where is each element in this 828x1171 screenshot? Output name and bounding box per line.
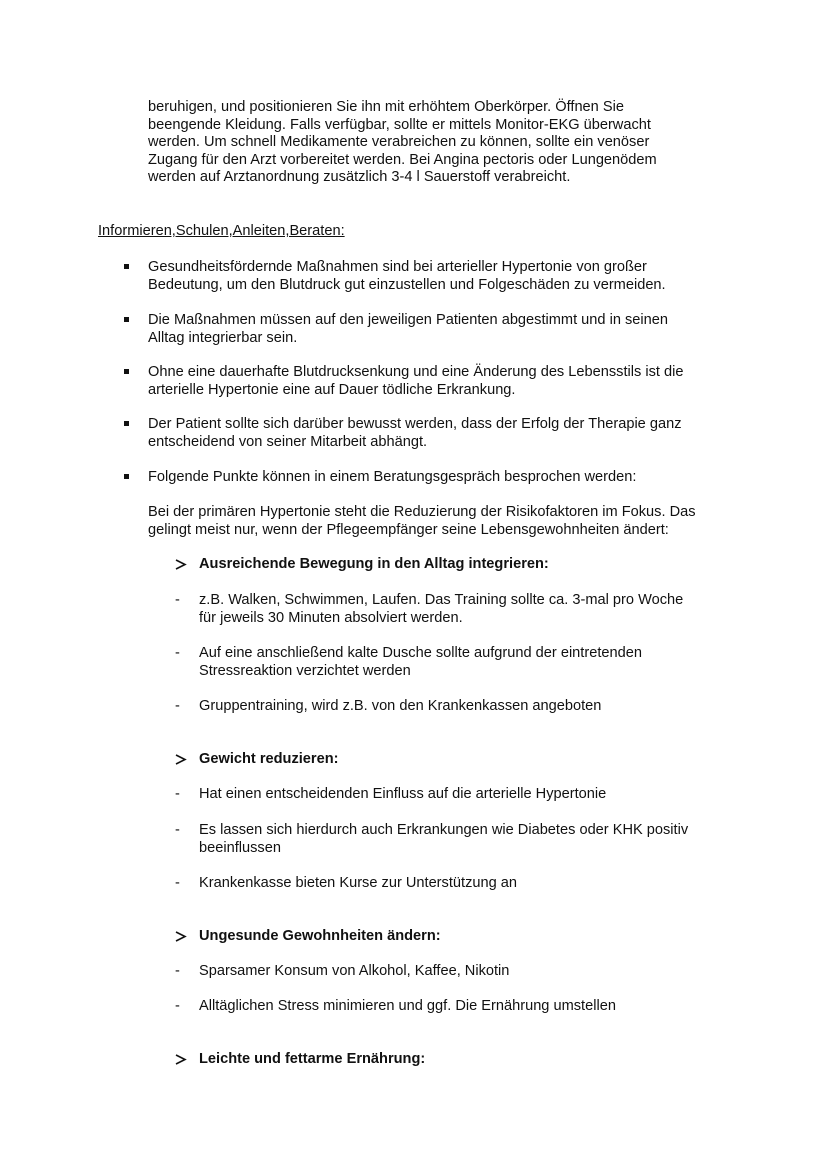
dash-item-text <box>199 998 739 1016</box>
intro-line: werden. Um schnell Medikamente verabreichen zu können, sollte ein venöser <box>148 134 650 150</box>
section-heading: Informieren,Schulen,Anleiten,Beraten: <box>98 223 345 239</box>
dash-bullet: - <box>175 592 180 608</box>
intro-paragraph <box>148 99 748 187</box>
dash-line: z.B. Walken, Schwimmen, Laufen. Das Training sollte ca. 3-mal pro Woche <box>199 592 684 608</box>
dash-bullet: - <box>175 822 180 838</box>
topic-title: Ausreichende Bewegung in den Alltag integrieren: <box>199 556 549 572</box>
dash-line: Auf eine anschließend kalte Dusche sollte aufgrund der eintretenden <box>199 645 642 661</box>
dash-line: beeinflussen <box>199 839 281 856</box>
dash-item-text <box>199 875 739 893</box>
bullet-text <box>148 312 728 347</box>
square-bullet-icon <box>124 369 129 374</box>
intro-line: beengende Kleidung. Falls verfügbar, sollte er mittels Monitor-EKG überwacht <box>148 116 651 133</box>
bullet-text <box>148 364 728 399</box>
bullet-line: arterielle Hypertonie eine auf Dauer tödliche Erkrankung. <box>148 381 516 398</box>
dash-item-text <box>199 786 739 804</box>
dash-line: Sparsamer Konsum von Alkohol, Kaffee, Nikotin <box>199 963 510 979</box>
square-bullet-icon <box>124 317 129 322</box>
square-bullet-icon <box>124 421 129 426</box>
dash-line: Gruppentraining, wird z.B. von den Krankenkassen angeboten <box>199 698 602 714</box>
dash-item-text <box>199 822 739 857</box>
bullet-line: Die Maßnahmen müssen auf den jeweiligen Patienten abgestimmt und in seinen <box>148 312 669 328</box>
dash-bullet: - <box>175 698 180 714</box>
arrow-bullet-icon <box>175 751 187 768</box>
dash-bullet: - <box>175 786 180 802</box>
dash-line: Hat einen entscheidenden Einfluss auf die arterielle Hypertonie <box>199 786 607 802</box>
dash-bullet: - <box>175 963 180 979</box>
dash-line: Stressreaktion verzichtet werden <box>199 662 411 679</box>
intro-line: beruhigen, und positionieren Sie ihn mit erhöhtem Oberkörper. Öffnen Sie <box>148 99 624 115</box>
dash-bullet: - <box>175 645 180 661</box>
bullet-text <box>148 469 728 487</box>
topic-title: Gewicht reduzieren: <box>199 751 339 767</box>
square-bullet-icon <box>124 264 129 269</box>
dash-line: Krankenkasse bieten Kurse zur Unterstützung an <box>199 875 517 891</box>
dash-line: für jeweils 30 Minuten absolviert werden. <box>199 609 463 626</box>
dash-line: Alltäglichen Stress minimieren und ggf. Die Ernährung umstellen <box>199 998 616 1014</box>
intro-line: werden auf Arztanordnung zusätzlich 3-4 l Sauerstoff verabreicht. <box>148 169 571 185</box>
dash-item-text <box>199 592 739 627</box>
bullet-line: Bedeutung, um den Blutdruck gut einzustellen und Folgeschäden zu vermeiden. <box>148 276 666 293</box>
square-bullet-icon <box>124 474 129 479</box>
intro-line: Zugang für den Arzt vorbereitet werden. Bei Angina pectoris oder Lungenödem <box>148 151 657 168</box>
bullet-text <box>148 416 728 451</box>
dash-item-text <box>199 963 739 981</box>
bullet-line: Der Patient sollte sich darüber bewusst werden, dass der Erfolg der Therapie ganz <box>148 416 682 432</box>
bullet-line: Gesundheitsfördernde Maßnahmen sind bei arterieller Hypertonie von großer <box>148 259 647 275</box>
dash-bullet: - <box>175 998 180 1014</box>
dash-line: Es lassen sich hierdurch auch Erkrankungen wie Diabetes oder KHK positiv <box>199 822 689 838</box>
topic-title: Leichte und fettarme Ernährung: <box>199 1051 426 1067</box>
dash-item-text <box>199 645 739 680</box>
counseling-line: gelingt meist nur, wenn der Pflegeempfänger seine Lebensgewohnheiten ändert: <box>148 521 669 538</box>
arrow-bullet-icon <box>175 556 187 573</box>
topic-title: Ungesunde Gewohnheiten ändern: <box>199 928 441 944</box>
dash-bullet: - <box>175 875 180 891</box>
bullet-line: Alltag integrierbar sein. <box>148 329 298 346</box>
bullet-line: Ohne eine dauerhafte Blutdrucksenkung und eine Änderung des Lebensstils ist die <box>148 364 684 380</box>
counseling-intro-paragraph <box>148 504 748 539</box>
counseling-line: Bei der primären Hypertonie steht die Reduzierung der Risikofaktoren im Fokus. Das <box>148 504 696 520</box>
dash-item-text <box>199 698 739 716</box>
arrow-bullet-icon <box>175 1051 187 1068</box>
arrow-bullet-icon <box>175 928 187 945</box>
bullet-line: entscheidend von seiner Mitarbeit abhängt. <box>148 433 428 450</box>
bullet-line: Folgende Punkte können in einem Beratungsgespräch besprochen werden: <box>148 469 637 485</box>
bullet-text <box>148 259 728 294</box>
